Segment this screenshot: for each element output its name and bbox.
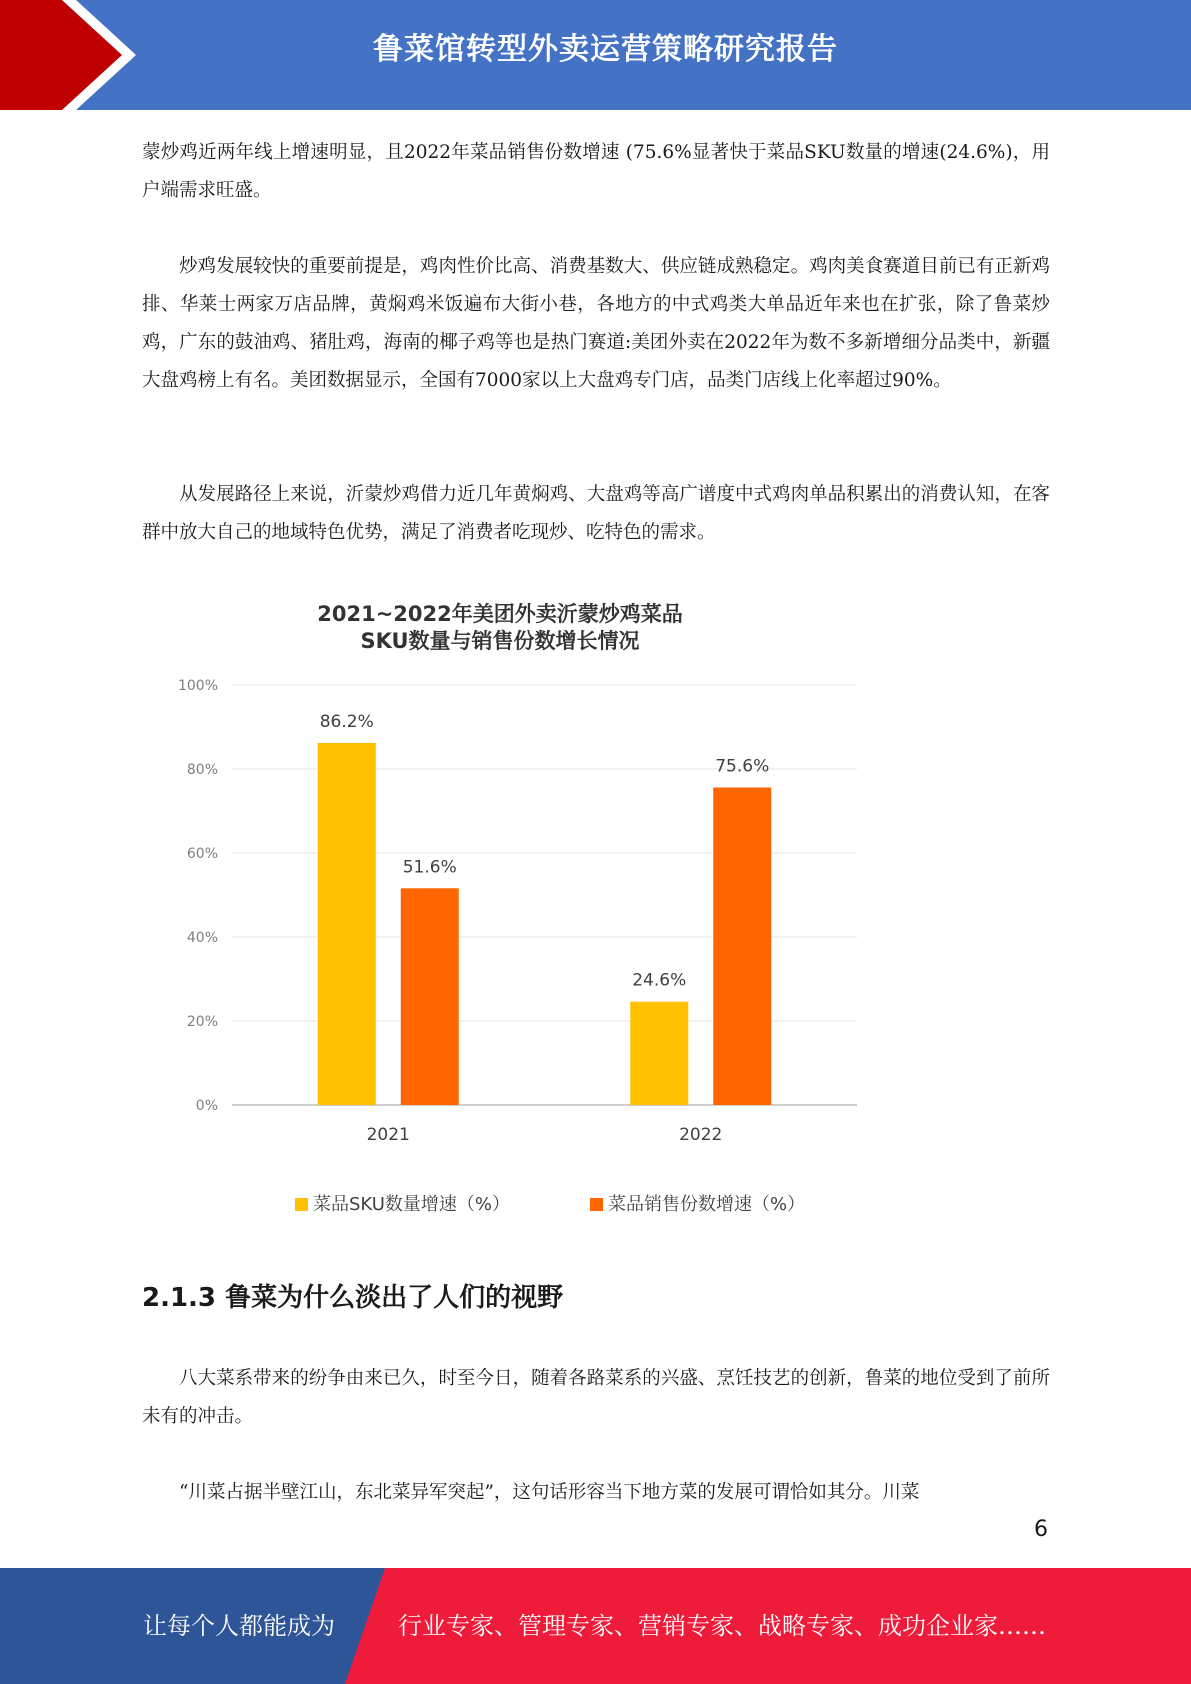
data-label: 75.6% — [715, 756, 770, 777]
y-tick-label: 20% — [186, 1014, 218, 1030]
chart-title: 2021~2022年美团外卖沂蒙炒鸡菜品 — [317, 602, 683, 626]
x-tick-label: 2021 — [366, 1125, 410, 1145]
report-title: 鲁菜馆转型外卖运营策略研究报告 — [373, 32, 838, 67]
y-tick-label: 0% — [195, 1098, 218, 1114]
y-tick-label: 80% — [186, 762, 218, 778]
paragraph-1: 蒙炒鸡近两年线上增速明显，且2022年菜品销售份数增速 (75.6%显著快于菜品SKU数量的增速(24.6%)，用户端需求旺盛。 — [142, 142, 1050, 201]
page-header — [0, 0, 1191, 110]
bar — [630, 1002, 688, 1105]
data-label: 86.2% — [319, 711, 374, 732]
legend-label: 菜品销售份数增速（%） — [608, 1194, 806, 1215]
legend-swatch — [295, 1198, 308, 1211]
page-footer — [0, 1568, 1191, 1684]
paragraph-2: 炒鸡发展较快的重要前提是，鸡肉性价比高、消费基数大、供应链成熟稳定。鸡肉美食赛道目前已有正新鸡排、华莱士两家万店品牌，黄焖鸡米饭遍布大街小巷，各地方的中式鸡类大单品近年来也在扩张，除了鲁菜炒鸡，广东的鼓油鸡、猪肚鸡，海南的椰子鸡等也是热门赛道:美团外卖在2022年为数不多新增细分品类中，新疆大盘鸡榜上有名。美团数据显示，全国有7000家以上大盘鸡专门店，品类门店线上化率超过90%。 — [142, 256, 1050, 391]
data-label: 24.6% — [632, 970, 687, 991]
section-paragraph-1: 八大菜系带来的纷争由来已久，时至今日，随着各路菜系的兴盛、烹饪技艺的创新，鲁菜的地位受到了前所未有的冲击。 — [142, 1368, 1050, 1427]
growth-bar-chart — [170, 595, 890, 1235]
legend-label: 菜品SKU数量增速（%） — [313, 1194, 511, 1215]
data-label: 51.6% — [402, 857, 457, 878]
chart-subtitle: SKU数量与销售份数增长情况 — [360, 629, 640, 653]
paragraph-3: 从发展路径上来说，沂蒙炒鸡借力近几年黄焖鸡、大盘鸡等高广谱度中式鸡肉单品积累出的消费认知，在客群中放大自己的地域特色优势，满足了消费者吃现炒、吃特色的需求。 — [142, 484, 1050, 543]
bar — [401, 888, 459, 1105]
x-tick-label: 2022 — [679, 1125, 723, 1145]
y-tick-label: 40% — [186, 930, 218, 946]
section-heading: 2.1.3 鲁菜为什么淡出了人们的视野 — [142, 1283, 564, 1313]
bar — [713, 787, 771, 1105]
footer-roles: 行业专家、管理专家、营销专家、战略专家、成功企业家…… — [398, 1612, 1046, 1640]
footer-slogan: 让每个人都能成为 — [143, 1612, 335, 1640]
y-tick-label: 100% — [177, 678, 218, 694]
bar — [318, 743, 376, 1105]
chart-canvas — [170, 595, 890, 1235]
y-tick-label: 60% — [186, 846, 218, 862]
section-paragraph-2: “川菜占据半壁江山，东北菜异军突起”，这句话形容当下地方菜的发展可谓恰如其分。川菜 — [179, 1482, 920, 1503]
legend-swatch — [590, 1198, 603, 1211]
page-number: 6 — [1034, 1517, 1048, 1542]
